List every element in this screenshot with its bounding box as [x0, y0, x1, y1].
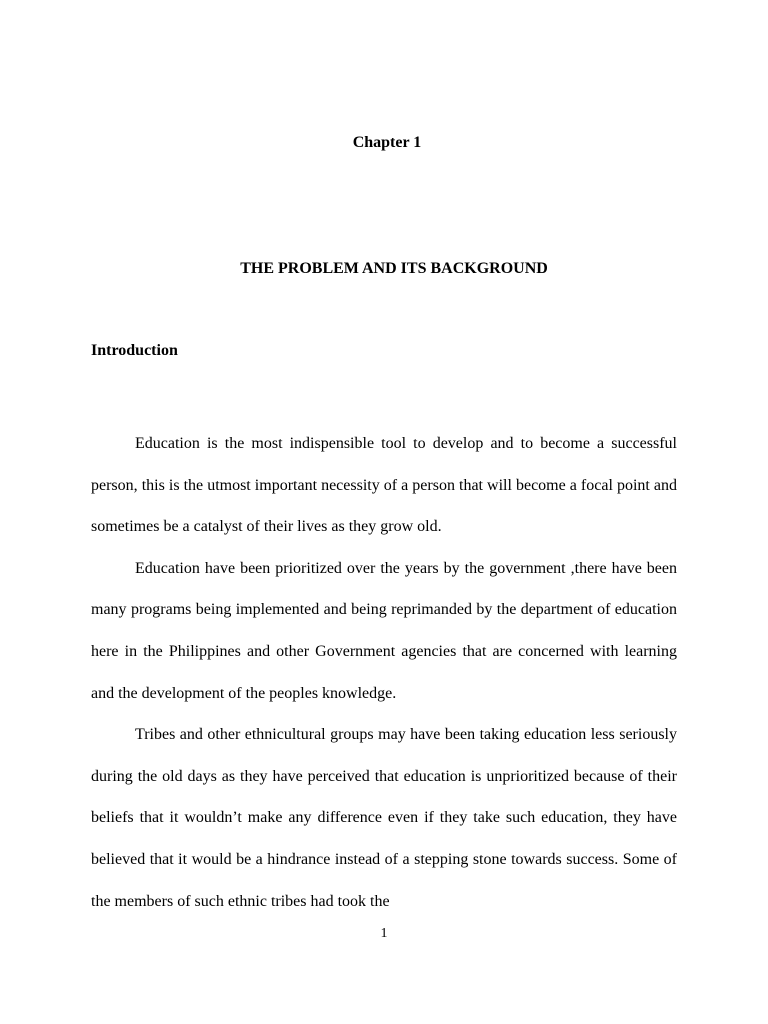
chapter-title: THE PROBLEM AND ITS BACKGROUND: [240, 260, 548, 277]
section-heading: Introduction: [91, 342, 178, 359]
chapter-label: Chapter 1: [352, 134, 422, 151]
paragraph: Education is the most indispensible tool to develop and to become a successful person, this is the utmost important necessity of a person that will become a focal point and sometimes be a catalyst of their lives as they grow old.: [91, 435, 677, 536]
paragraph: Tribes and other ethnicultural groups may have been taking education less seriously during the old days as they have perceived that education is unprioritized because of their beliefs that it wouldn’t make any difference even if they take such education, they have believed that it would be a hindrance instead of a stepping stone towards success. Some of the members of such ethnic tribes had took the: [91, 726, 677, 910]
body-text: [91, 423, 677, 922]
page-number: 1: [380, 926, 388, 941]
paragraph: Education have been prioritized over the years by the government ,there have been many programs being implemented and being reprimanded by the department of education here in the Philippines and other Government agencies that are concerned with learning and the development of the peoples knowledge.: [91, 559, 677, 702]
